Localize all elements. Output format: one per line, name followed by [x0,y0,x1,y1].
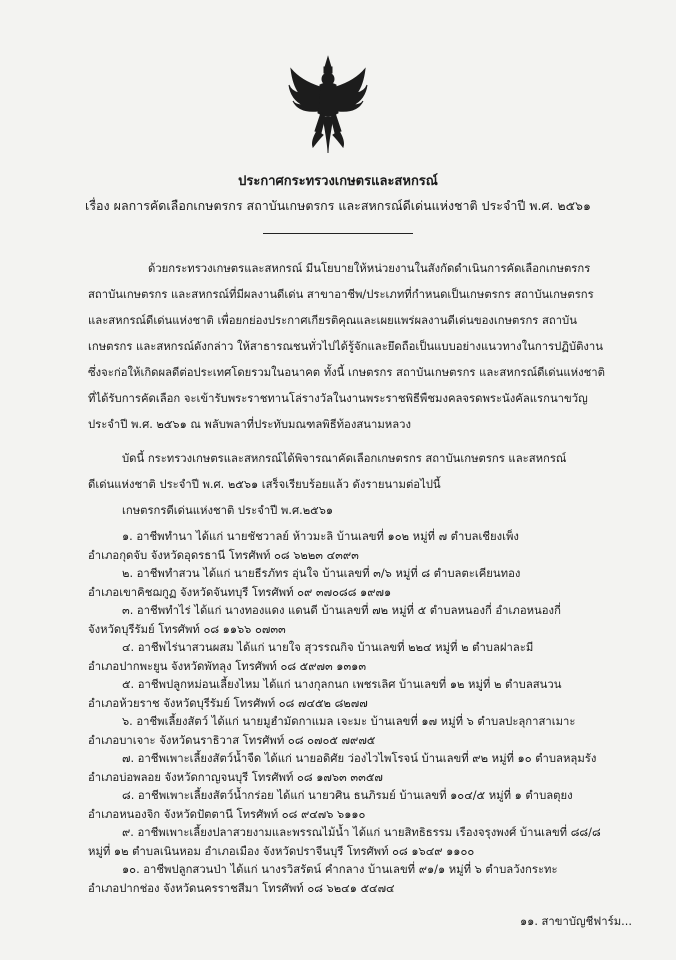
entry-line: ๑. อาชีพทำนา ได้แก่ นายชัชวาลย์ ห้าวมะลิ บ้านเลขที่ ๑๐๒ หมู่ที่ ๗ ตำบลเชียงเพ็ง [122,530,519,543]
intro-line: สถาบันเกษตรกร และสหกรณ์ที่มีผลงานดีเด่น สาขาอาชีพ/ประเภทที่กำหนดเป็นเกษตรกร สถาบันเกษตรกร [88,288,594,301]
entry-line: ๒. อาชีพทำสวน ได้แก่ นายธีรภัทร อุ่นใจ บ้านเลขที่ ๓/๖ หมู่ที่ ๘ ตำบลตะเคียนทอง [122,567,521,580]
entry-line: จังหวัดบุรีรัมย์ โทรศัพท์ ๐๘ ๑๑๖๖ ๐๗๓๓ [88,622,286,636]
intro-line: ที่ได้รับการคัดเลือก จะเข้ารับพระราชทานโล่รางวัลในงานพระราชพิธีพืชมงคลจรดพระนังคัลแรกนาขวัญ [88,392,588,405]
intro-line: เกษตรกร และสหกรณ์ดังกล่าว ให้สาธารณชนทั่วไปได้รู้จักและยึดถือเป็นแบบอย่างแนวทางในการปฏิบัติงาน [88,340,603,353]
entry-line: อำเภอห้วยราช จังหวัดบุรีรัมย์ โทรศัพท์ ๐๘ ๗๔๕๒ ๘๒๗๗ [88,696,368,710]
entry-line: ๙. อาชีพเพาะเลี้ยงปลาสวยงามและพรรณไม้น้ำ ได้แก่ นายสิทธิธรรม เรืองจรุงพงศ์ บ้านเลขที่ ๘๘/๘ [122,826,601,839]
entry-line: อำเภอบาเจาะ จังหวัดนราธิวาส โทรศัพท์ ๐๘ ๐๗๐๕ ๗๙๗๕ [88,733,376,747]
entry-line: อำเภอปากช่อง จังหวัดนครราชสีมา โทรศัพท์ ๐๘ ๖๒๔๑ ๕๔๗๔ [88,881,395,895]
announcement-title: ประกาศกระทรวงเกษตรและสหกรณ์ [238,174,438,189]
entry-line: อำเภอบ่อพลอย จังหวัดกาญจนบุรี โทรศัพท์ ๐๘ ๑๗๖๓ ๓๓๕๗ [88,770,383,784]
entry-line: อำเภอหนองจิก จังหวัดปัตตานี โทรศัพท์ ๐๘ ๙๔๗๖ ๖๑๑๐ [88,807,366,821]
announcement-subject: เรื่อง ผลการคัดเลือกเกษตรกร สถาบันเกษตรกร และสหกรณ์ดีเด่นแห่งชาติ ประจำปี พ.ศ. ๒๕๖๑ [85,198,591,213]
title-divider [263,233,413,234]
entry-line: ๓. อาชีพทำไร่ ได้แก่ นางทองแดง แดนดี บ้านเลขที่ ๗๒ หมู่ที่ ๕ ตำบลหนองกี่ อำเภอหนองกี่ [122,604,561,617]
entry-line: ๘. อาชีพเพาะเลี้ยงสัตว์น้ำกร่อย ได้แก่ นายวศิน ธนภิรมย์ บ้านเลขที่ ๑๐๔/๕ หมู่ที่ ๑ ตำบลตุยง [122,789,573,802]
entry-line: ๕. อาชีพปลูกหม่อนเลี้ยงไหม ได้แก่ นางกุลกนก เพชรเลิศ บ้านเลขที่ ๑๒ หมู่ที่ ๒ ตำบลสนวน [122,678,562,691]
entry-line: อำเภอปากพะยูน จังหวัดพัทลุง โทรศัพท์ ๐๘ ๕๙๗๓ ๑๓๑๓ [88,659,367,673]
entry-line: อำเภอเขาคิชฌกูฏ จังหวัดจันทบุรี โทรศัพท์ ๐๙ ๓๗๐๘๘ ๑๙๗๑ [88,585,392,599]
intro-line: และสหกรณ์ดีเด่นแห่งชาติ เพื่อยกย่องประกาศเกียรติคุณและเผยแพร่ผลงานดีเด่นของเกษตรกร สถาบัน [88,314,577,327]
entry-line: หมู่ที่ ๑๒ ตำบลเนินหอม อำเภอเมือง จังหวัดปราจีนบุรี โทรศัพท์ ๐๘ ๑๖๔๙ ๑๑๐๐ [88,844,475,858]
intro-line: ประจำปี พ.ศ. ๒๕๖๑ ณ พลับพลาที่ประทับมณฑลพิธีท้องสนามหลวง [88,418,411,431]
entry-line: ๗. อาชีพเพาะเลี้ยงสัตว์น้ำจืด ได้แก่ นายอดิศัย ว่องไวไพโรจน์ บ้านเลขที่ ๙๒ หมู่ที่ ๑๐ ตำบลหลุมรัง [122,752,597,765]
entry-line: ๔. อาชีพไร่นาสวนผสม ได้แก่ นายใจ สุวรรณกิจ บ้านเลขที่ ๒๒๔ หมู่ที่ ๒ ตำบลฝาละมี [122,641,534,654]
entry-line: อำเภอกุดจับ จังหวัดอุดรธานี โทรศัพท์ ๐๘ ๖๒๒๓ ๔๓๙๓ [88,548,359,562]
intro-line: ซึ่งจะก่อให้เกิดผลดีต่อประเทศโดยรวมในอนาคต ทั้งนี้ เกษตรกร สถาบันเกษตรกร และสหกรณ์ดีเด่นแห่งชาติ [88,366,605,379]
garuda-emblem-icon [287,55,369,155]
intro-line: ด้วยกระทรวงเกษตรและสหกรณ์ มีนโยบายให้หน่วยงานในสังกัดดำเนินการคัดเลือกเกษตรกร [148,262,591,275]
section-heading: เกษตรกรดีเด่นแห่งชาติ ประจำปี พ.ศ.๒๕๖๑ [122,504,334,517]
paragraph2-line: ดีเด่นแห่งชาติ ประจำปี พ.ศ. ๒๕๖๑ เสร็จเรียบร้อยแล้ว ดังรายนามต่อไปนี้ [88,478,441,491]
continuation-marker: ๑๑. สาขาบัญชีฟาร์ม... [520,915,632,928]
entry-line: ๑๐. อาชีพปลูกสวนป่า ได้แก่ นางรวิสรัตน์ คำกลาง บ้านเลขที่ ๙๑/๑ หมู่ที่ ๖ ตำบลวังกระทะ [122,863,558,876]
entry-line: ๖. อาชีพเลี้ยงสัตว์ ได้แก่ นายมูฮำมัดกาแมล เจะมะ บ้านเลขที่ ๑๗ หมู่ที่ ๖ ตำบลปะลุกาสาเมาะ [122,715,576,728]
paragraph2-line: บัดนี้ กระทรวงเกษตรและสหกรณ์ได้พิจารณาคัดเลือกเกษตรกร สถาบันเกษตรกร และสหกรณ์ [122,452,567,465]
